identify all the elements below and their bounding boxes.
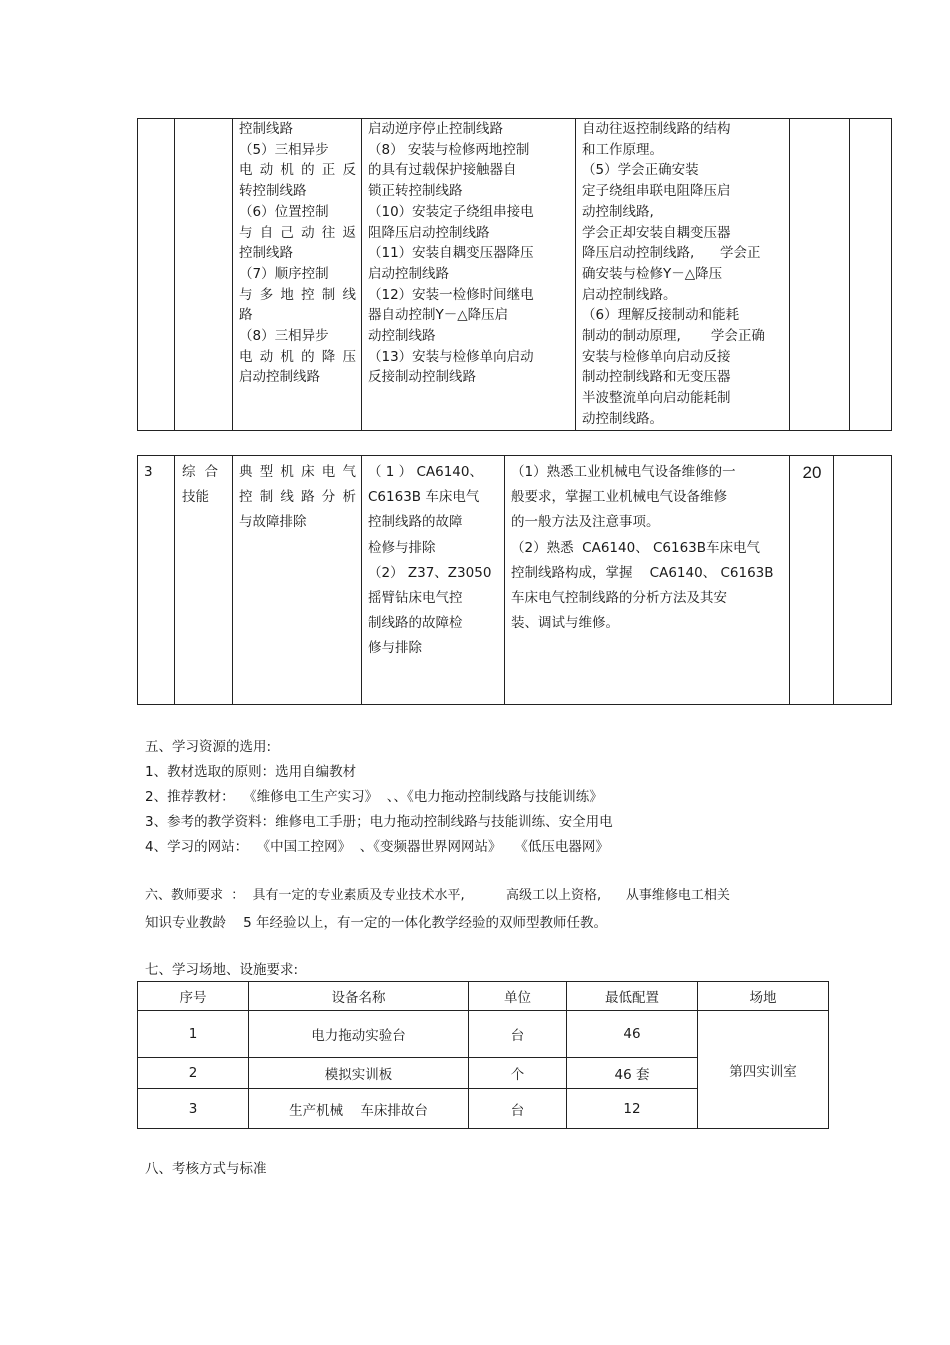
curriculum-table-continued	[137, 118, 892, 431]
t1-task-line: （10）安装定子绕组串接电	[368, 203, 534, 220]
facility-unit: 个	[469, 1058, 567, 1089]
t2-goal-line: 装、调试与维修。	[511, 615, 619, 632]
t2-category-cell	[175, 456, 233, 705]
t2-category-line: 技能	[182, 489, 209, 506]
t1-task-line: （12）安装一检修时间继电	[368, 286, 534, 303]
t2-goal-line: （2）熟悉 CA6140、 C6163B车床电气	[511, 539, 761, 556]
t1-goal-line: 和工作原理。	[582, 141, 663, 158]
facility-name: 生产机械 车床排故台	[249, 1089, 469, 1129]
t2-content-line: 典型机床电气	[239, 464, 356, 480]
t2-goal-line: 般要求，掌握工业机械电气设备维修	[511, 489, 727, 506]
t1-col-number	[138, 119, 175, 431]
t1-content-line: 电动机的降压	[239, 348, 356, 365]
section5-item: 2、推荐教材： 《维修电工生产实习》 、、《电力拖动控制线路与技能训练》	[145, 789, 603, 805]
t2-task-line: （ 1 ） CA6140、	[368, 464, 483, 480]
t1-goal-line: 自动往返控制线路的结构	[582, 121, 731, 137]
t1-col-category	[175, 119, 233, 431]
t1-goal-line: 制动控制线路和无变压器	[582, 369, 731, 386]
t1-goal-line: （5）学会正确安装	[582, 162, 699, 179]
t1-task-line: 器自动控制Y－△降压启	[368, 307, 509, 324]
facility-header-unit: 单位	[469, 982, 567, 1011]
t1-goal-line: 制动的制动原理, 学会正确	[582, 328, 765, 345]
t2-tasks-cell	[362, 456, 505, 705]
t1-goal-line: 学会正却安装自耦变压器	[582, 224, 731, 241]
facility-config: 12	[567, 1089, 698, 1129]
t2-goal-line: 的一般方法及注意事项。	[511, 514, 660, 531]
t1-content-line: （8）三相异步	[239, 328, 329, 345]
t1-goal-line: 安装与检修单向启动反接	[582, 348, 731, 365]
t2-number-cell	[138, 456, 175, 705]
t1-col-goals	[576, 119, 790, 431]
facility-name: 电力拖动实验台	[249, 1011, 469, 1058]
t2-goal-line: 车床电气控制线路的分析方法及其安	[511, 590, 727, 607]
facility-header-name: 设备名称	[249, 982, 469, 1011]
t1-content-line: 电动机的正反	[239, 162, 356, 179]
t2-task-line: 修与排除	[368, 640, 422, 657]
section8-title: 八、考核方式与标准	[145, 1161, 267, 1177]
t2-goals-cell	[505, 456, 790, 705]
t1-task-line: 启动逆序停止控制线路	[368, 121, 503, 137]
t1-col-content	[233, 119, 362, 431]
facility-header-config: 最低配置	[567, 982, 698, 1011]
t2-content-line: 与故障排除	[239, 514, 307, 531]
t1-task-line: 锁正转控制线路	[368, 183, 463, 200]
t1-content-line: 控制线路	[239, 245, 293, 262]
t1-col-hours	[790, 119, 850, 431]
t2-hours-cell	[790, 456, 834, 705]
t1-content-line: 与自己动往返	[239, 224, 356, 241]
t1-content-line: （7）顺序控制	[239, 265, 329, 282]
t1-task-line: 动控制线路	[368, 328, 436, 345]
t2-number: 3	[144, 464, 153, 480]
facility-site: 第四实训室	[698, 1011, 829, 1129]
facility-unit: 台	[469, 1011, 567, 1058]
facility-no: 1	[138, 1011, 249, 1058]
t2-notes-cell	[834, 456, 892, 705]
facility-table	[137, 981, 829, 1129]
t2-task-line: C6163B 车床电气	[368, 489, 480, 506]
t2-task-line: 摇臂钻床电气控	[368, 590, 463, 607]
section7-title: 七、学习场地、设施要求:	[145, 962, 299, 978]
t1-content-line: （6）位置控制	[239, 203, 329, 220]
facility-no: 3	[138, 1089, 249, 1129]
t1-goal-line: （6）理解反接制动和能耗	[582, 307, 740, 324]
t2-task-line: 控制线路的故障	[368, 514, 463, 531]
t1-col-tasks	[362, 119, 576, 431]
facility-name: 模拟实训板	[249, 1058, 469, 1089]
t1-goal-line: 启动控制线路。	[582, 286, 677, 303]
facility-header-site: 场地	[698, 982, 829, 1011]
section6-line1: 六、教师要求 ： 具有一定的专业素质及专业技术水平, 高级工以上资格, 从事维修电工相关	[145, 888, 730, 903]
facility-config: 46 套	[567, 1058, 698, 1089]
t1-goal-line: 动控制线路。	[582, 410, 663, 427]
t1-goal-line: 降压启动控制线路, 学会正	[582, 245, 761, 262]
facility-config: 46	[567, 1011, 698, 1058]
t1-content-line: 转控制线路	[239, 183, 307, 200]
t1-content-line: 启动控制线路	[239, 369, 320, 386]
t1-task-line: 阻降压启动控制线路	[368, 224, 490, 241]
t1-content-line: 控制线路	[239, 121, 293, 137]
t2-goal-line: （1）熟悉工业机械电气设备维修的一	[511, 464, 736, 480]
section5-title: 五、学习资源的选用:	[145, 739, 272, 755]
facility-header-no: 序号	[138, 982, 249, 1011]
t1-goal-line: 半波整流单向启动能耗制	[582, 390, 731, 407]
facility-unit: 台	[469, 1089, 567, 1129]
t1-content-line: （5）三相异步	[239, 141, 329, 158]
t1-task-line: （11）安装自耦变压器降压	[368, 245, 534, 262]
t1-col-notes	[850, 119, 892, 431]
section5-item: 4、学习的网站： 《中国工控网》 、《变频器世界网网站》 《低压电器网》	[145, 839, 609, 855]
t1-content-line: 路	[239, 307, 253, 324]
t1-goal-line: 定子绕组串联电阻降压启	[582, 183, 731, 200]
t1-task-line: 启动控制线路	[368, 265, 449, 282]
t2-content-cell	[233, 456, 362, 705]
t2-content-line: 控制线路分析	[239, 489, 356, 506]
facility-row	[138, 1011, 829, 1058]
t2-task-line: 制线路的故障检	[368, 615, 463, 632]
section5-item: 3、参考的教学资料：维修电工手册；电力拖动控制线路与技能训练、安全用电	[145, 814, 613, 830]
t2-hours: 20	[802, 463, 822, 482]
t2-task-line: 检修与排除	[368, 539, 436, 556]
t1-goal-line: 动控制线路,	[582, 203, 654, 220]
facility-no: 2	[138, 1058, 249, 1089]
section5-item: 1、教材选取的原则：选用自编教材	[145, 764, 357, 780]
t1-task-line: （13）安装与检修单向启动	[368, 348, 534, 365]
t1-task-line: 反接制动控制线路	[368, 369, 476, 386]
curriculum-table-row3	[137, 455, 892, 705]
t2-category-line: 综 合	[182, 464, 218, 480]
t2-goal-line: 控制线路构成，掌握 CA6140、 C6163B	[511, 564, 774, 581]
t1-goal-line: 确安装与检修Y－△降压	[582, 265, 723, 282]
t1-task-line: 的具有过载保护接触器自	[368, 162, 517, 179]
section6-line2: 知识专业教龄 5 年经验以上，有一定的一体化教学经验的双师型教师任教。	[145, 915, 608, 931]
t2-task-line: （2） Z37、Z3050	[368, 564, 492, 581]
t1-task-line: （8） 安装与检修两地控制	[368, 141, 530, 158]
t1-content-line: 与多地控制线	[239, 286, 356, 303]
